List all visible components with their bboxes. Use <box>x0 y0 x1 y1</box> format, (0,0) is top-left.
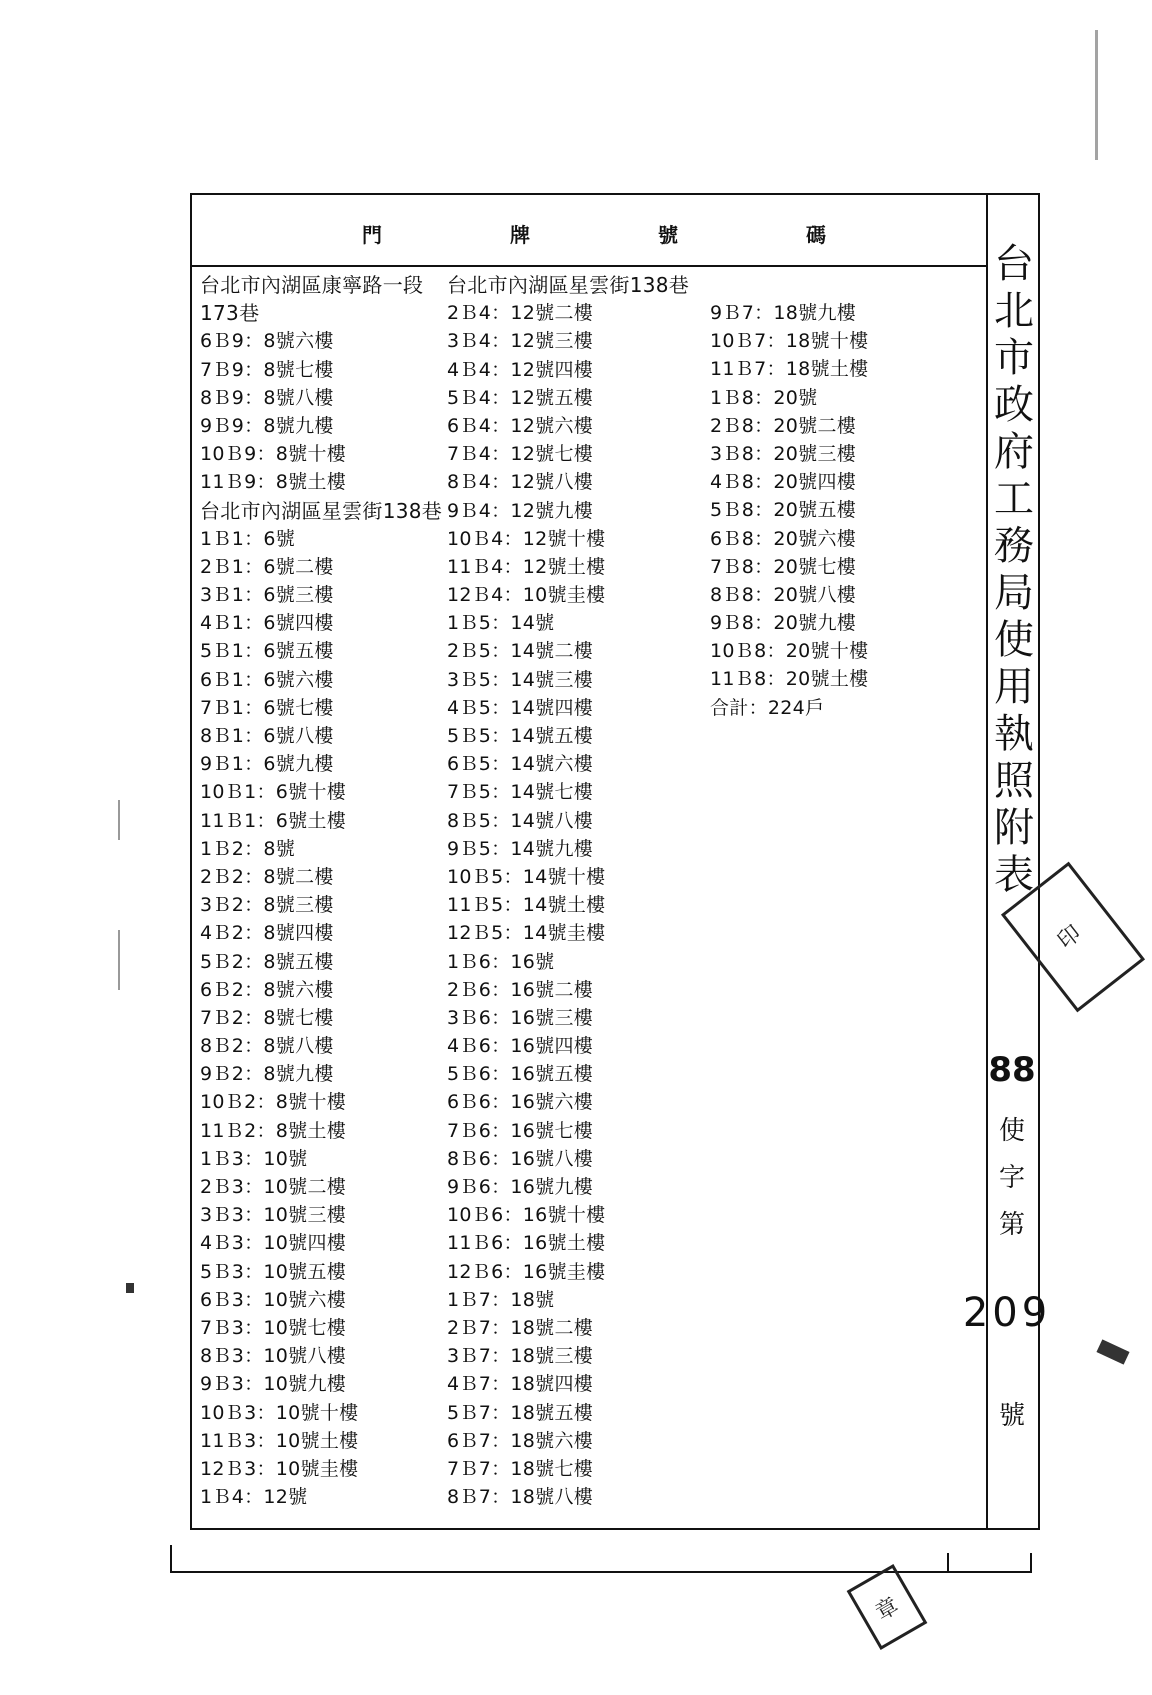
address-entry: 2Ｂ1：6號二樓 <box>200 555 334 578</box>
address-entry: 3Ｂ1：6號三樓 <box>200 584 334 607</box>
title-char: 政 <box>994 382 1034 428</box>
address-entry: 11Ｂ7：18號土樓 <box>710 358 869 381</box>
bottom-rule <box>170 1571 1032 1573</box>
title-char: 表 <box>994 852 1034 898</box>
address-entry: 2Ｂ3：10號二樓 <box>200 1176 347 1198</box>
address-entry: 1Ｂ7：18號 <box>447 1288 555 1311</box>
permit-char: 使 <box>998 1116 1025 1146</box>
scan-mark <box>126 1283 134 1293</box>
address-entry: 5Ｂ1：6號五樓 <box>200 640 334 663</box>
address-entry: 8Ｂ3：10號八樓 <box>200 1345 347 1368</box>
title-char: 台 <box>994 241 1034 287</box>
address-entry: 7Ｂ3：10號七樓 <box>200 1316 347 1339</box>
address-entry: 2Ｂ2：8號二樓 <box>200 865 334 888</box>
address-entry: 1Ｂ3：10號 <box>200 1147 308 1170</box>
address-entry: 12Ｂ3：10號圭樓 <box>200 1457 359 1480</box>
address-entry: 4Ｂ1：6號四樓 <box>200 612 334 635</box>
address-entry: 6Ｂ1：6號六樓 <box>200 668 334 691</box>
address-entry: 10Ｂ8：20號十樓 <box>710 640 869 663</box>
title-char: 照 <box>994 758 1034 804</box>
address-entry: 9Ｂ8：20號九樓 <box>710 612 857 635</box>
address-entry: 8Ｂ8：20號八樓 <box>710 583 857 606</box>
side-title <box>992 241 1036 899</box>
title-char: 工 <box>994 476 1034 522</box>
seal-stamp-bottom <box>847 1564 928 1650</box>
address-entry: 11Ｂ2：8號土樓 <box>200 1119 347 1142</box>
street-heading: 台北市內湖區康寧路一段 <box>200 273 424 297</box>
address-entry: 7Ｂ4：12號七樓 <box>447 443 594 466</box>
scan-mark <box>1096 1339 1129 1364</box>
header-row <box>192 195 986 267</box>
address-entry: 9Ｂ1：6號九樓 <box>200 753 334 776</box>
address-entry: 10Ｂ3：10號十樓 <box>200 1401 359 1424</box>
permit-suffix: 號 <box>998 1401 1025 1431</box>
title-char: 市 <box>994 335 1034 381</box>
address-entry: 5Ｂ4：12號五樓 <box>447 386 594 409</box>
address-entry: 3Ｂ2：8號三樓 <box>200 894 334 917</box>
permit-number: 209 <box>962 1290 1052 1336</box>
address-entry: 12Ｂ6：16號圭樓 <box>447 1260 606 1283</box>
street-heading: 173巷 <box>200 301 260 326</box>
address-entry: 10Ｂ6：16號十樓 <box>447 1204 606 1227</box>
address-entry: 11Ｂ6：16號土樓 <box>447 1232 606 1255</box>
address-entry: 4Ｂ3：10號四樓 <box>200 1232 347 1255</box>
address-entry: 3Ｂ8：20號三樓 <box>710 442 857 465</box>
address-entry: 6Ｂ3：10號六樓 <box>200 1288 347 1311</box>
address-entry: 10Ｂ4：12號十樓 <box>447 527 606 550</box>
address-column-1 <box>200 271 442 1511</box>
address-entry: 11Ｂ3：10號土樓 <box>200 1429 359 1452</box>
address-entry: 9Ｂ7：18號九樓 <box>710 302 857 324</box>
address-entry: 5Ｂ7：18號五樓 <box>447 1401 594 1424</box>
address-entry: 8Ｂ7：18號八樓 <box>447 1486 594 1509</box>
address-entry: 10Ｂ9：8號十樓 <box>200 443 347 466</box>
address-entry: 5Ｂ8：20號五樓 <box>710 499 857 522</box>
address-entry: 1Ｂ6：16號 <box>447 950 555 973</box>
address-entry: 6Ｂ7：18號六樓 <box>447 1429 594 1452</box>
address-entry: 7Ｂ7：18號七樓 <box>447 1457 594 1480</box>
address-entry: 6Ｂ6：16號六樓 <box>447 1091 594 1114</box>
address-column-3 <box>710 299 868 722</box>
address-entry: 4Ｂ5：14號四樓 <box>447 696 594 719</box>
rule-tick <box>1030 1553 1032 1573</box>
license-attachment-form <box>190 193 1052 1530</box>
permit-char: 第 <box>998 1210 1025 1240</box>
address-entry: 2Ｂ4：12號二樓 <box>447 302 594 325</box>
address-entry: 2Ｂ7：18號二樓 <box>447 1316 594 1339</box>
address-entry: 8Ｂ1：6號八樓 <box>200 725 334 747</box>
address-entry: 12Ｂ5：14號圭樓 <box>447 922 606 945</box>
address-entry: 4Ｂ8：20號四樓 <box>710 471 857 494</box>
address-entry: 6Ｂ4：12號六樓 <box>447 414 594 437</box>
address-column-2 <box>447 271 689 1511</box>
address-entry: 1Ｂ1：6號 <box>200 527 296 550</box>
header-char: 碼 <box>806 223 826 247</box>
address-entry: 5Ｂ3：10號五樓 <box>200 1260 347 1283</box>
address-entry: 9Ｂ2：8號九樓 <box>200 1063 334 1086</box>
title-char: 使 <box>994 617 1034 663</box>
address-entry: 4Ｂ7：18號四樓 <box>447 1373 594 1396</box>
address-entry: 2Ｂ6：16號二樓 <box>447 978 594 1001</box>
address-entry: 3Ｂ6：16號三樓 <box>447 1006 594 1029</box>
title-char: 用 <box>994 664 1034 710</box>
address-entry: 8Ｂ6：16號八樓 <box>447 1147 594 1170</box>
address-entry: 11Ｂ1：6號土樓 <box>200 809 347 832</box>
seal-char: 章 <box>871 1593 904 1626</box>
rule-tick <box>170 1545 172 1573</box>
permit-year: 88 <box>988 1050 1036 1090</box>
scan-mark <box>118 930 120 990</box>
address-entry: 9Ｂ9：8號九樓 <box>200 414 334 437</box>
address-entry: 5Ｂ2：8號五樓 <box>200 950 334 973</box>
street-heading: 台北市內湖區星雲街138巷 <box>200 498 443 523</box>
address-entry: 8Ｂ2：8號八樓 <box>200 1035 334 1058</box>
address-entry: 9Ｂ3：10號九樓 <box>200 1373 347 1396</box>
address-entry: 7Ｂ8：20號七樓 <box>710 555 857 578</box>
scan-mark <box>118 800 120 840</box>
address-entry: 7Ｂ9：8號七樓 <box>200 358 334 381</box>
street-heading: 台北市內湖區星雲街138巷 <box>447 273 690 297</box>
address-entry: 3Ｂ5：14號三樓 <box>447 668 594 691</box>
seal-char: 印 <box>1053 921 1087 955</box>
address-entry: 4Ｂ6：16號四樓 <box>447 1035 594 1058</box>
address-entry: 7Ｂ2：8號七樓 <box>200 1006 334 1029</box>
address-entry: 12Ｂ4：10號圭樓 <box>447 584 606 607</box>
title-char: 務 <box>994 523 1034 569</box>
permit-char: 字 <box>998 1163 1025 1193</box>
address-entry: 4Ｂ4：12號四樓 <box>447 358 594 381</box>
address-entry: 3Ｂ7：18號三樓 <box>447 1345 594 1368</box>
address-entry: 5Ｂ6：16號五樓 <box>447 1063 594 1086</box>
address-entry: 3Ｂ4：12號三樓 <box>447 330 594 353</box>
address-entry: 1Ｂ2：8號 <box>200 837 296 860</box>
address-entry: 10Ｂ1：6號十樓 <box>200 781 347 804</box>
address-entry: 6Ｂ2：8號六樓 <box>200 978 334 1001</box>
title-char: 執 <box>994 711 1034 757</box>
address-entry: 合計：224戶 <box>710 696 825 719</box>
address-entry: 1Ｂ5：14號 <box>447 612 555 635</box>
address-entry: 8Ｂ4：12號八樓 <box>447 471 594 494</box>
header-char: 門 <box>362 223 382 247</box>
address-entry: 11Ｂ5：14號土樓 <box>447 894 606 917</box>
header-char: 號 <box>658 223 678 247</box>
address-entry: 9Ｂ5：14號九樓 <box>447 837 594 860</box>
address-entry: 4Ｂ2：8號四樓 <box>200 922 334 945</box>
address-entry: 11Ｂ4：12號土樓 <box>447 555 606 578</box>
address-entry: 6Ｂ9：8號六樓 <box>200 330 334 353</box>
address-entry: 2Ｂ5：14號二樓 <box>447 640 594 663</box>
address-entry: 1Ｂ8：20號 <box>710 386 818 409</box>
address-entry: 1Ｂ4：12號 <box>200 1486 308 1509</box>
title-char: 府 <box>994 429 1034 475</box>
address-entry: 8Ｂ5：14號八樓 <box>447 809 594 832</box>
rule-tick <box>947 1553 949 1573</box>
address-entry: 10Ｂ7：18號十樓 <box>710 330 869 353</box>
address-entry: 9Ｂ4：12號九樓 <box>447 499 594 522</box>
address-entry: 3Ｂ3：10號三樓 <box>200 1204 347 1227</box>
title-char: 附 <box>994 805 1034 851</box>
address-entry: 7Ｂ1：6號七樓 <box>200 696 334 719</box>
address-entry: 7Ｂ6：16號七樓 <box>447 1119 594 1142</box>
address-entry: 10Ｂ5：14號十樓 <box>447 865 606 888</box>
address-entry: 8Ｂ9：8號八樓 <box>200 386 334 409</box>
header-char: 牌 <box>510 223 530 247</box>
address-entry: 2Ｂ8：20號二樓 <box>710 414 857 437</box>
title-char: 局 <box>994 570 1034 616</box>
title-char: 北 <box>994 288 1034 334</box>
address-entry: 5Ｂ5：14號五樓 <box>447 725 594 747</box>
scan-mark <box>1095 30 1098 160</box>
address-entry: 11Ｂ9：8號土樓 <box>200 471 347 494</box>
address-entry: 11Ｂ8：20號土樓 <box>710 668 869 691</box>
address-entry: 6Ｂ8：20號六樓 <box>710 527 857 550</box>
address-entry: 9Ｂ6：16號九樓 <box>447 1176 594 1198</box>
address-entry: 7Ｂ5：14號七樓 <box>447 781 594 804</box>
address-entry: 10Ｂ2：8號十樓 <box>200 1091 347 1114</box>
address-entry: 6Ｂ5：14號六樓 <box>447 753 594 776</box>
